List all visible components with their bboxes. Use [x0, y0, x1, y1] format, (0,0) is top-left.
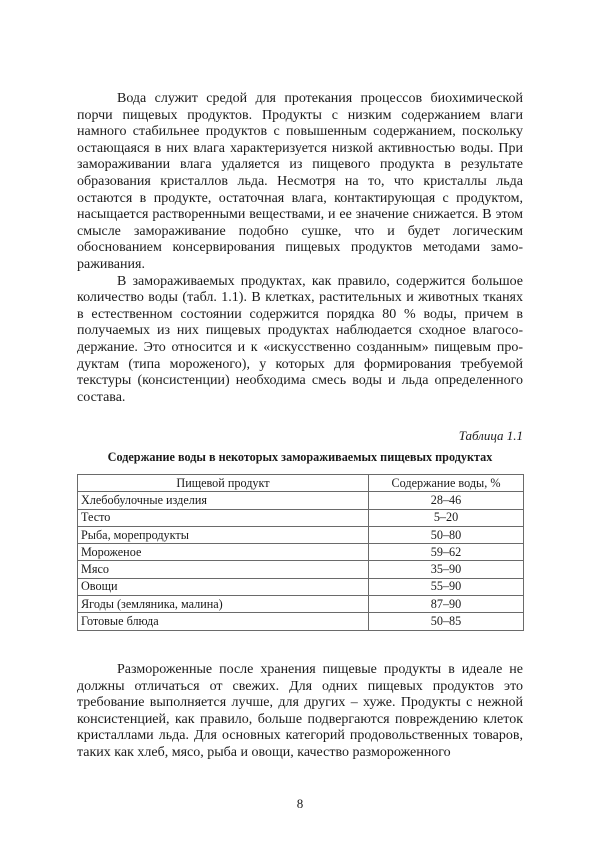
water-cell: 28–46	[369, 492, 524, 509]
table-header-row	[78, 475, 524, 492]
water-content-table	[77, 474, 524, 631]
table-row	[78, 509, 524, 526]
water-cell: 35–90	[369, 561, 524, 578]
product-cell: Мясо	[78, 561, 369, 578]
product-cell: Готовые блюда	[78, 613, 369, 630]
body-text-top	[77, 91, 523, 406]
paragraph-water-medium: Вода служит средой для протекания процессов биохимической порчи пищевых продуктов. Продукты с низким содержанием влаги намного стабильнее продуктов с повышенным содержанием, поскольку остающаяся в них влага характеризуется низкой активностью воды. При замораживании влага удаляется из пищевого продукта в результате образования кристаллов льда. Несмотря на то, что кристаллы льда остаются в продукте, остаточная влага, контактирующая с продуктом, насыщается растворенными веществами, и ее значение снижается. В этом смысле замораживание подобно сушке, что и будет логическим обоснованием консервирования пищевых продуктов методами замораживания.	[77, 91, 523, 272]
water-cell: 5–20	[369, 509, 524, 526]
table-row	[78, 561, 524, 578]
table-row	[78, 613, 524, 630]
table-label: Таблица 1.1	[458, 428, 523, 443]
table-row	[78, 526, 524, 543]
paragraph-thawed-products: Размороженные после хранения пищевые продукты в идеале не должны отличаться от свежих. Для одних пищевых продуктов это требование выполняется лучше, для других – хуже. Продукты с нежной консистенцией, как правило, больше подвергаются повреждению клеток кристаллами льда. Для основных категорий продовольственных товаров, таких как хлеб, мясо, рыба и овощи, качество размороженного	[77, 662, 523, 760]
table-row	[78, 578, 524, 595]
water-cell: 87–90	[369, 596, 524, 613]
product-cell: Мороженое	[78, 544, 369, 561]
product-cell: Ягоды (земляника, малина)	[78, 596, 369, 613]
water-cell: 50–80	[369, 526, 524, 543]
water-cell: 59–62	[369, 544, 524, 561]
body-text-bottom	[77, 662, 523, 762]
table-row	[78, 544, 524, 561]
paragraph-water-content: В замораживаемых продуктах, как правило, содержится большое количество воды (табл. 1.1). В клетках, растительных и животных тканях в естественном состоянии содержится порядка 80 % воды, причем в получаемых из них пищевых продуктах наблюдается сходное влагосодержание. Это относится и к «искусственно созданным» пищевым продуктам (типа мороженого), у которых для формирования требуемой текстуры (консистенции) необходима смесь воды и льда определенного состава.	[77, 273, 523, 405]
column-header-water: Содержание воды, %	[369, 475, 524, 492]
product-cell: Тесто	[78, 509, 369, 526]
table-row	[78, 596, 524, 613]
page-number: 8	[296, 796, 304, 811]
water-cell: 55–90	[369, 578, 524, 595]
product-cell: Овощи	[78, 578, 369, 595]
table-title: Содержание воды в некоторых замораживаемых пищевых продуктах	[107, 450, 493, 464]
product-cell: Хлебобулочные изделия	[78, 492, 369, 509]
product-cell: Рыба, морепродукты	[78, 526, 369, 543]
table-row	[78, 492, 524, 509]
column-header-product: Пищевой продукт	[78, 475, 369, 492]
water-cell: 50–85	[369, 613, 524, 630]
